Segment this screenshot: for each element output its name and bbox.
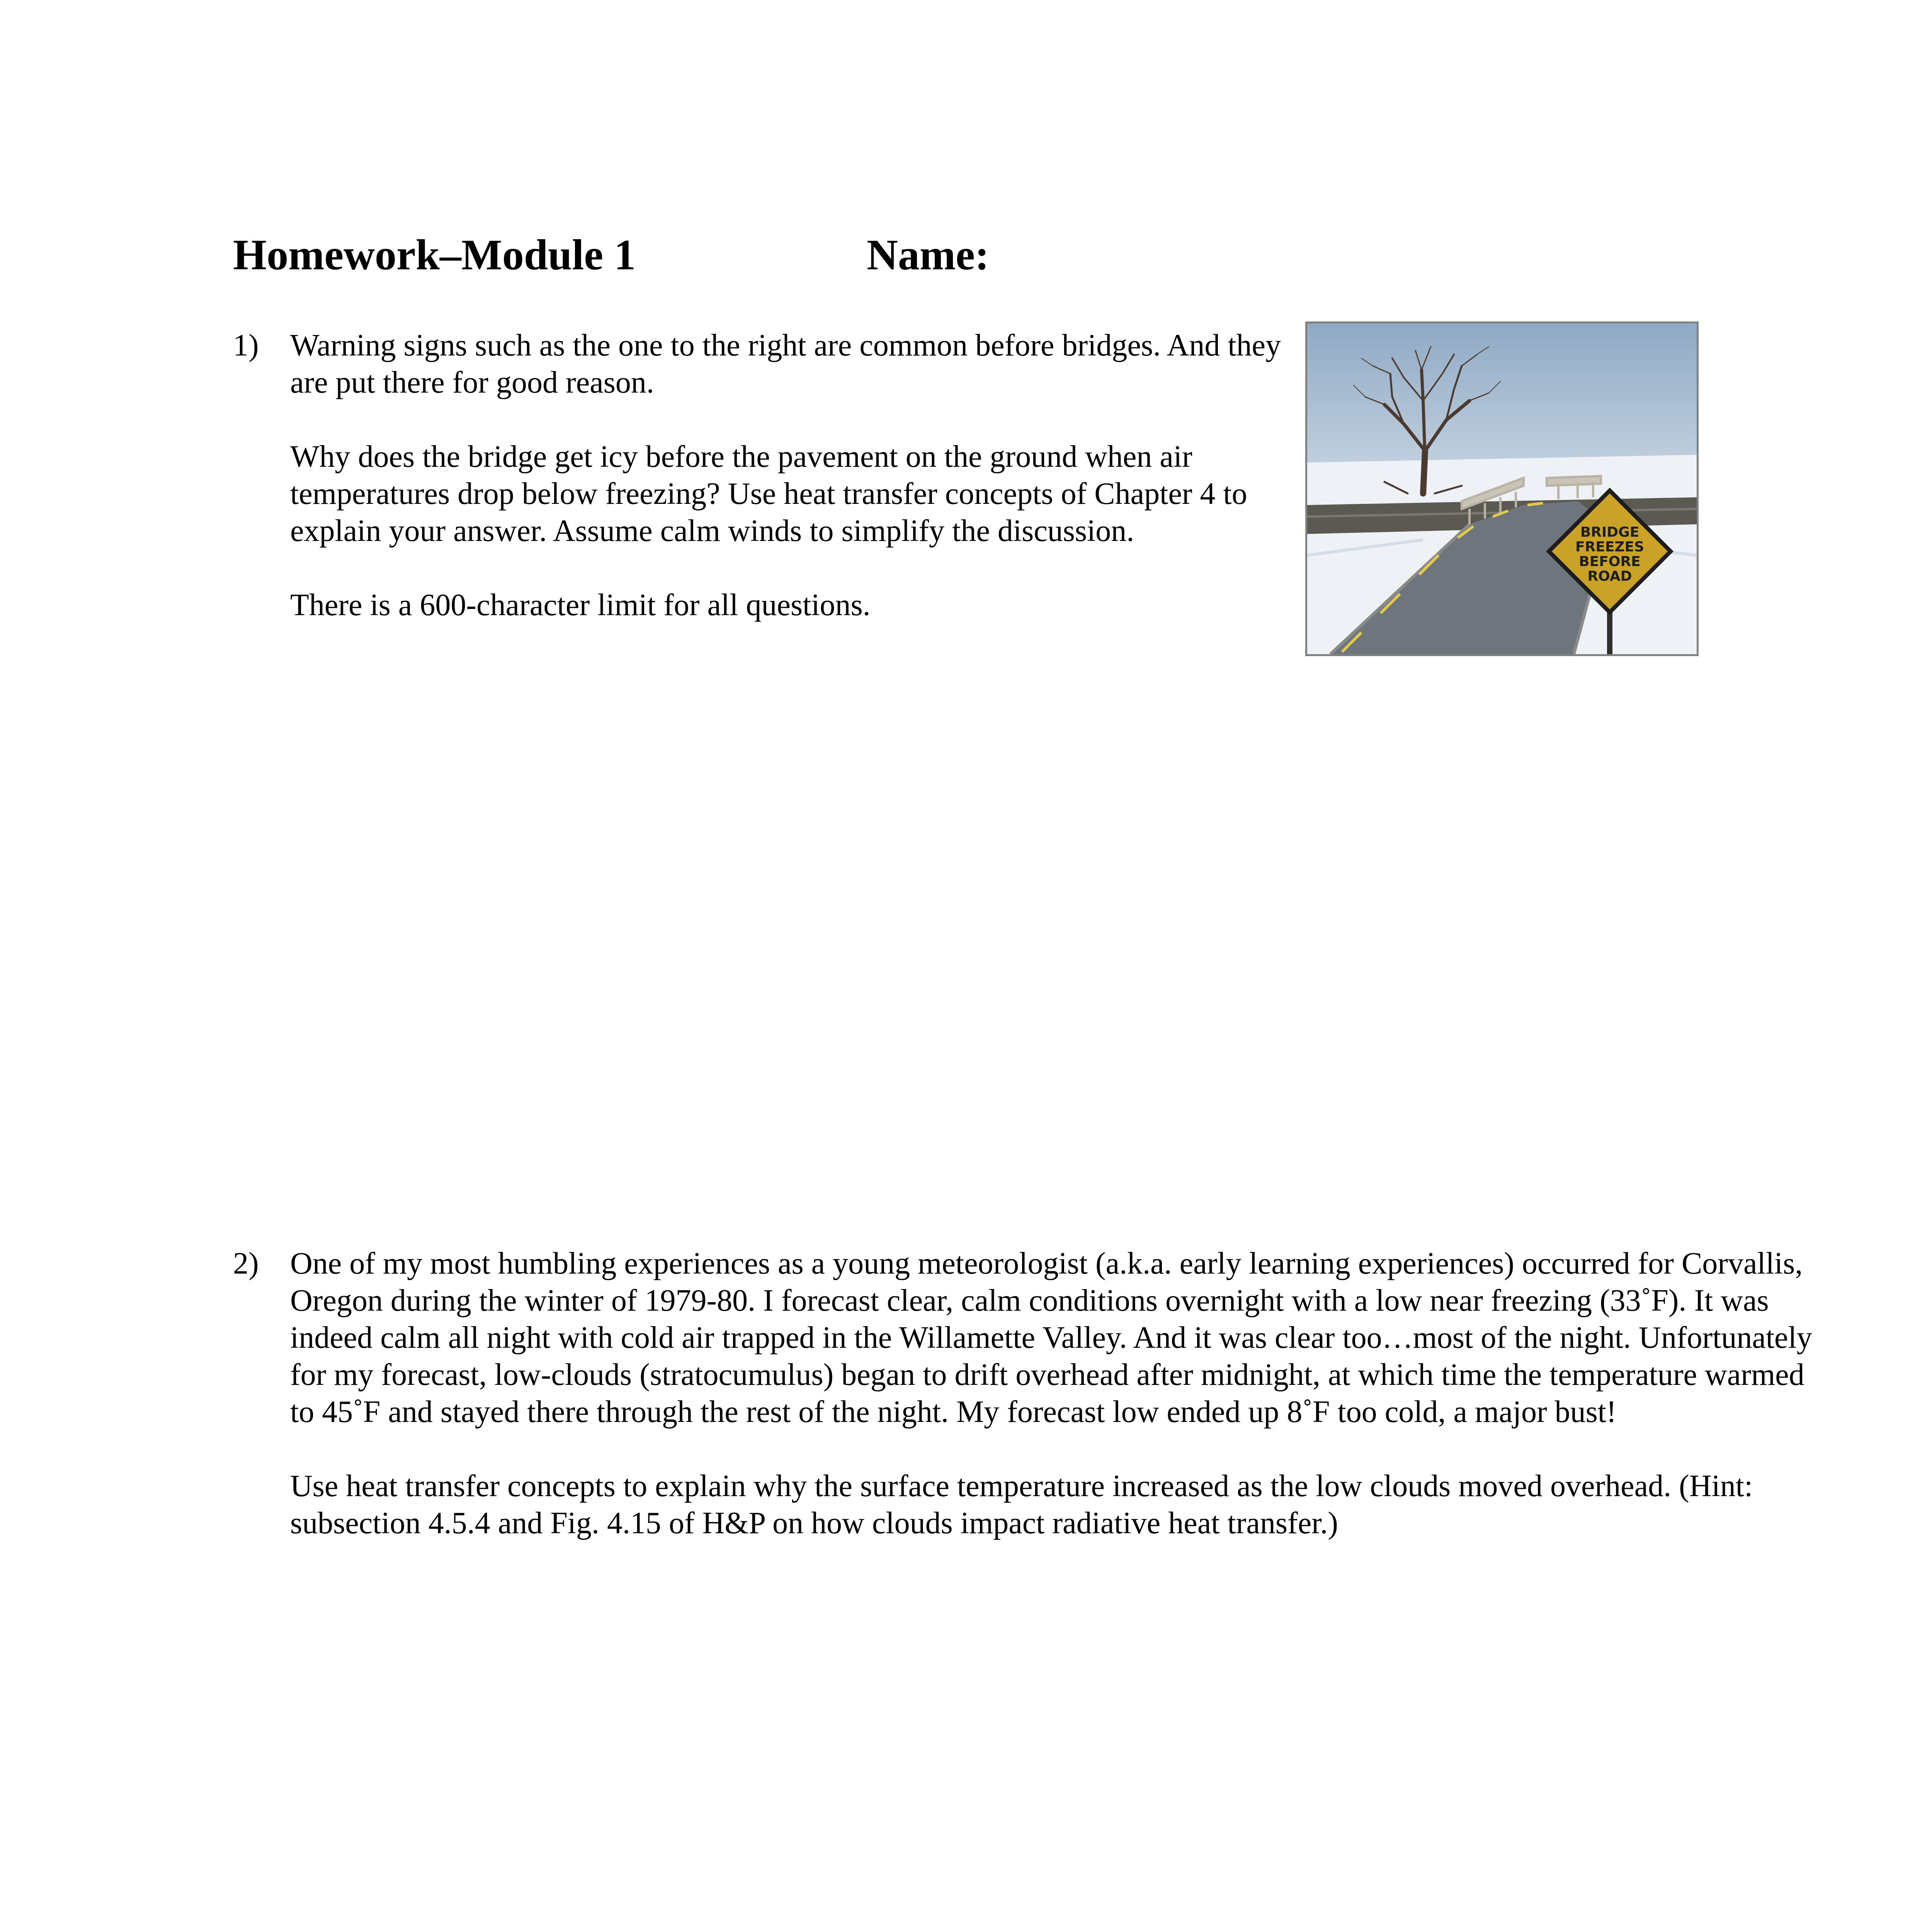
sign-line: BRIDGE — [1580, 524, 1639, 540]
bridge-scene — [1307, 323, 1697, 654]
question-number: 2) — [233, 1247, 259, 1281]
question-paragraph: One of my most humbling experiences as a young meteorologist (a.k.a. early learning experiences) occurred for Corvallis, Oregon during the winter of 1979-80. I forecast clear, calm conditions overnight with a low near freezing (33˚F). It was indeed calm all night with cold air trapped in the Willamette Valley. And it was clear too…most of the night. Unfortunately for my forecast, low-clouds (stratocumulus) began to drift overhead after midnight, at which time the temperature warmed to 45˚F and stayed there through the rest of the night. My forecast low ended up 8˚F too cold, a major bust! — [290, 1247, 1812, 1429]
bridge-freezes-illustration — [1305, 321, 1699, 656]
sign-line: ROAD — [1587, 568, 1632, 584]
question-paragraph: There is a 600-character limit for all questions. — [290, 588, 871, 622]
sign-line: FREEZES — [1575, 539, 1645, 555]
question-body — [290, 1245, 1828, 1542]
snow-field-far — [1307, 455, 1697, 505]
page-title: Homework–Module 1 — [233, 231, 636, 279]
question-body — [290, 327, 1310, 624]
sign-line: BEFORE — [1579, 554, 1641, 570]
name-label: Name: — [867, 231, 990, 279]
page-header — [233, 228, 1392, 290]
question-paragraph: Warning signs such as the one to the right are common before bridges. And they are put there for good reason. — [290, 328, 1281, 400]
question-paragraph: Use heat transfer concepts to explain why the surface temperature increased as the low clouds moved overhead. (Hint: subsection 4.5.4 and Fig. 4.15 of H&P on how clouds impact radiative heat transfer.) — [290, 1469, 1753, 1540]
question-paragraph: Why does the bridge get icy before the pavement on the ground when air temperatures drop below freezing? Use heat transfer concepts of Chapter 4 to explain your answer. Assume calm winds to simplify the discussion. — [290, 440, 1247, 548]
question-number: 1) — [233, 328, 259, 362]
